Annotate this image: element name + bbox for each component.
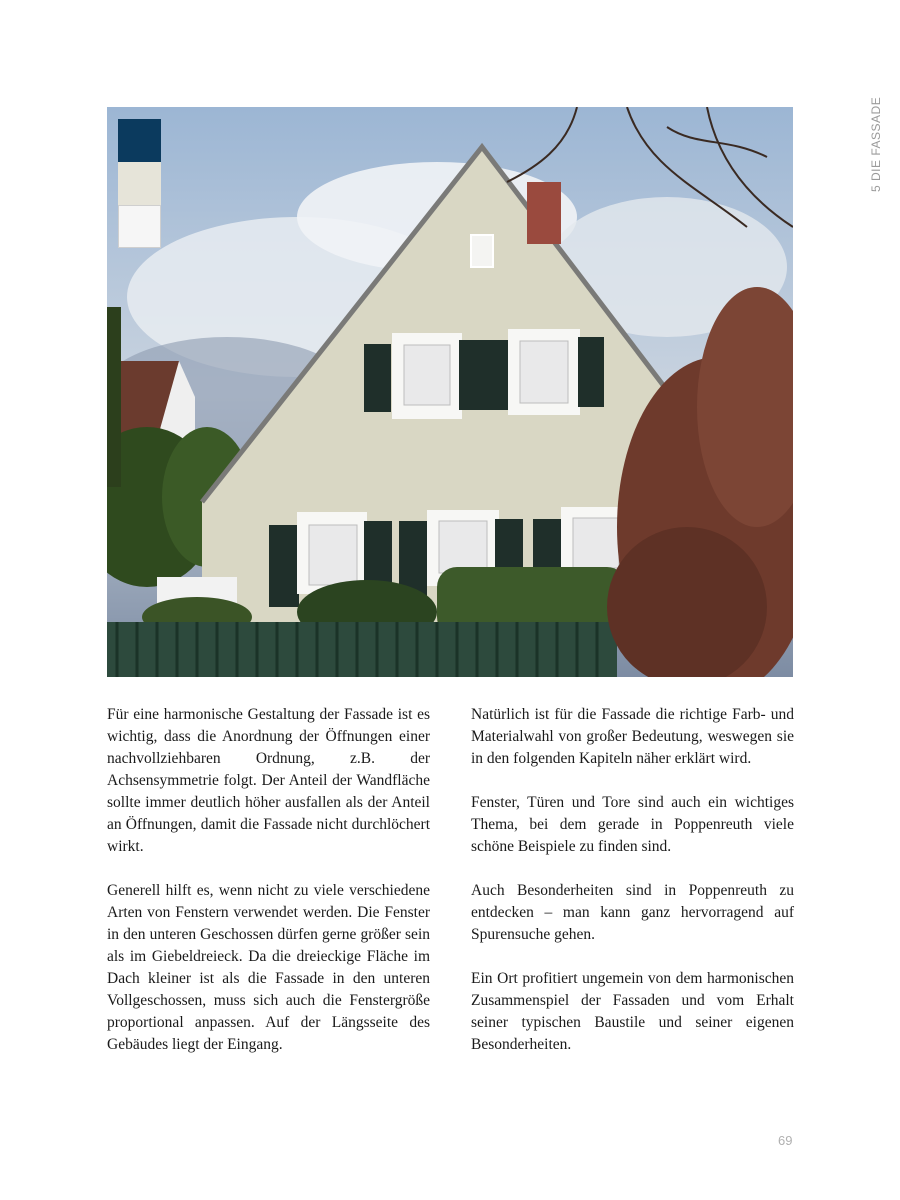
swatch-navy: [118, 119, 161, 162]
paragraph: Für eine harmonische Gestaltung der Fassade ist es wichtig, dass die Anordnung der Öffnungen einer nachvollziehbaren Ordnung, z.B. der Achsensymmetrie folgt. Der Anteil der Wandfläche sollte immer deutlich höher ausfallen als der Anteil an Öffnungen, damit die Fassade nicht durchlöchert wirkt.: [107, 706, 430, 855]
paragraph: Fenster, Türen und Tore sind auch ein wichtiges Thema, bei dem gerade in Poppenreuth viele schöne Beispiele zu finden sind.: [471, 794, 794, 855]
page-number: 69: [778, 1133, 793, 1148]
text-column-left: [107, 704, 430, 1078]
paragraph: Ein Ort profitiert ungemein von dem harmonischen Zusammenspiel der Fassaden und vom Erhalt seiner typischen Baustile und seiner eigenen Besonderheiten.: [471, 970, 794, 1053]
running-head-text: 5 DIE FASSADE: [869, 96, 883, 192]
text-column-right: [471, 704, 794, 1078]
paragraph: Auch Besonderheiten sind in Poppenreuth zu entdecken – man kann ganz hervorragend auf Spurensuche gehen.: [471, 882, 794, 943]
swatch-white: [118, 205, 161, 248]
color-swatches: [118, 119, 161, 248]
running-head: [855, 96, 883, 198]
swatch-beige: [118, 162, 161, 205]
paragraph: Generell hilft es, wenn nicht zu viele verschiedene Arten von Fenstern verwendet werden. Die Fenster in den unteren Geschossen dürfen gerne größer sein als im Giebeldreieck. Da die dreieckige Fläche im Dach kleiner ist als die Fassade in den unteren Vollgeschossen, muss sich auch die Fenstergröße proportional anpassen. Auf der Längsseite des Gebäudes liegt der Eingang.: [107, 882, 430, 1053]
paragraph: Natürlich ist für die Fassade die richtige Farb- und Materialwahl von großer Bedeutung, weswegen sie in den folgenden Kapiteln näher erklärt wird.: [471, 706, 794, 767]
house-photo: [107, 107, 793, 677]
